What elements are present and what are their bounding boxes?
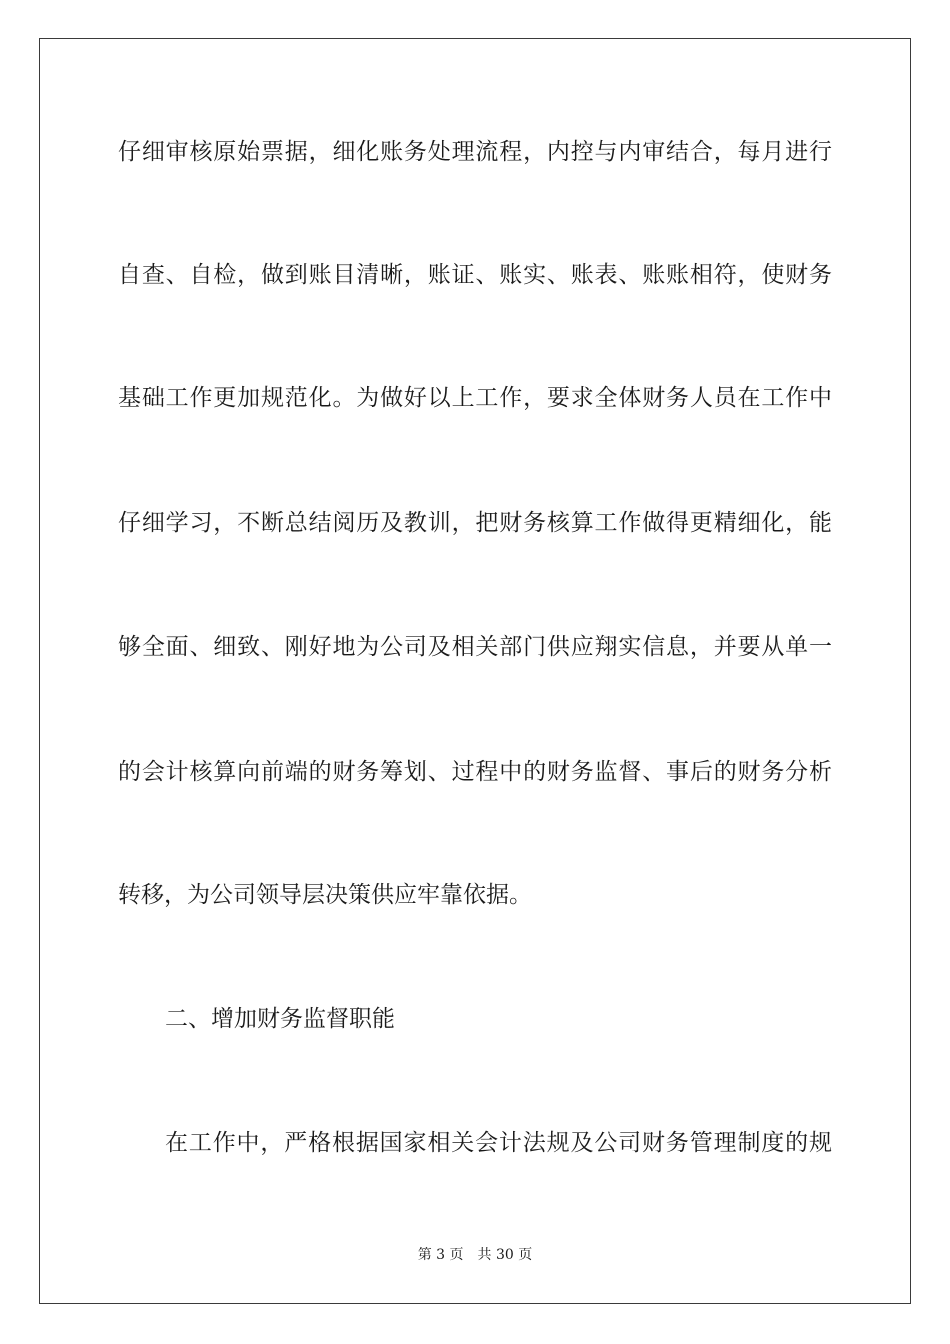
paragraph-line: 转移，为公司领导层决策供应牢靠依据。 bbox=[118, 882, 532, 908]
paragraph-line: 仔细学习，不断总结阅历及教训，把财务核算工作做得更精细化，能 bbox=[118, 510, 832, 536]
section-heading: 二、增加财务监督职能 bbox=[165, 1006, 395, 1032]
paragraph-line: 仔细审核原始票据，细化账务处理流程，内控与内审结合，每月进行 bbox=[118, 139, 832, 165]
page-footer bbox=[0, 1246, 950, 1264]
page-border bbox=[39, 38, 911, 1304]
paragraph-line: 的会计核算向前端的财务筹划、过程中的财务监督、事后的财务分析 bbox=[118, 759, 832, 785]
paragraph-line: 够全面、细致、刚好地为公司及相关部门供应翔实信息，并要从单一 bbox=[118, 634, 832, 660]
page-total: 共 30 页 bbox=[477, 1247, 533, 1263]
paragraph-line: 基础工作更加规范化。为做好以上工作，要求全体财务人员在工作中 bbox=[118, 385, 832, 411]
paragraph-line: 在工作中，严格根据国家相关会计法规及公司财务管理制度的规 bbox=[165, 1130, 832, 1156]
page-number: 第 3 页 bbox=[417, 1247, 464, 1263]
paragraph-line: 自查、自检，做到账目清晰，账证、账实、账表、账账相符，使财务 bbox=[118, 262, 832, 288]
